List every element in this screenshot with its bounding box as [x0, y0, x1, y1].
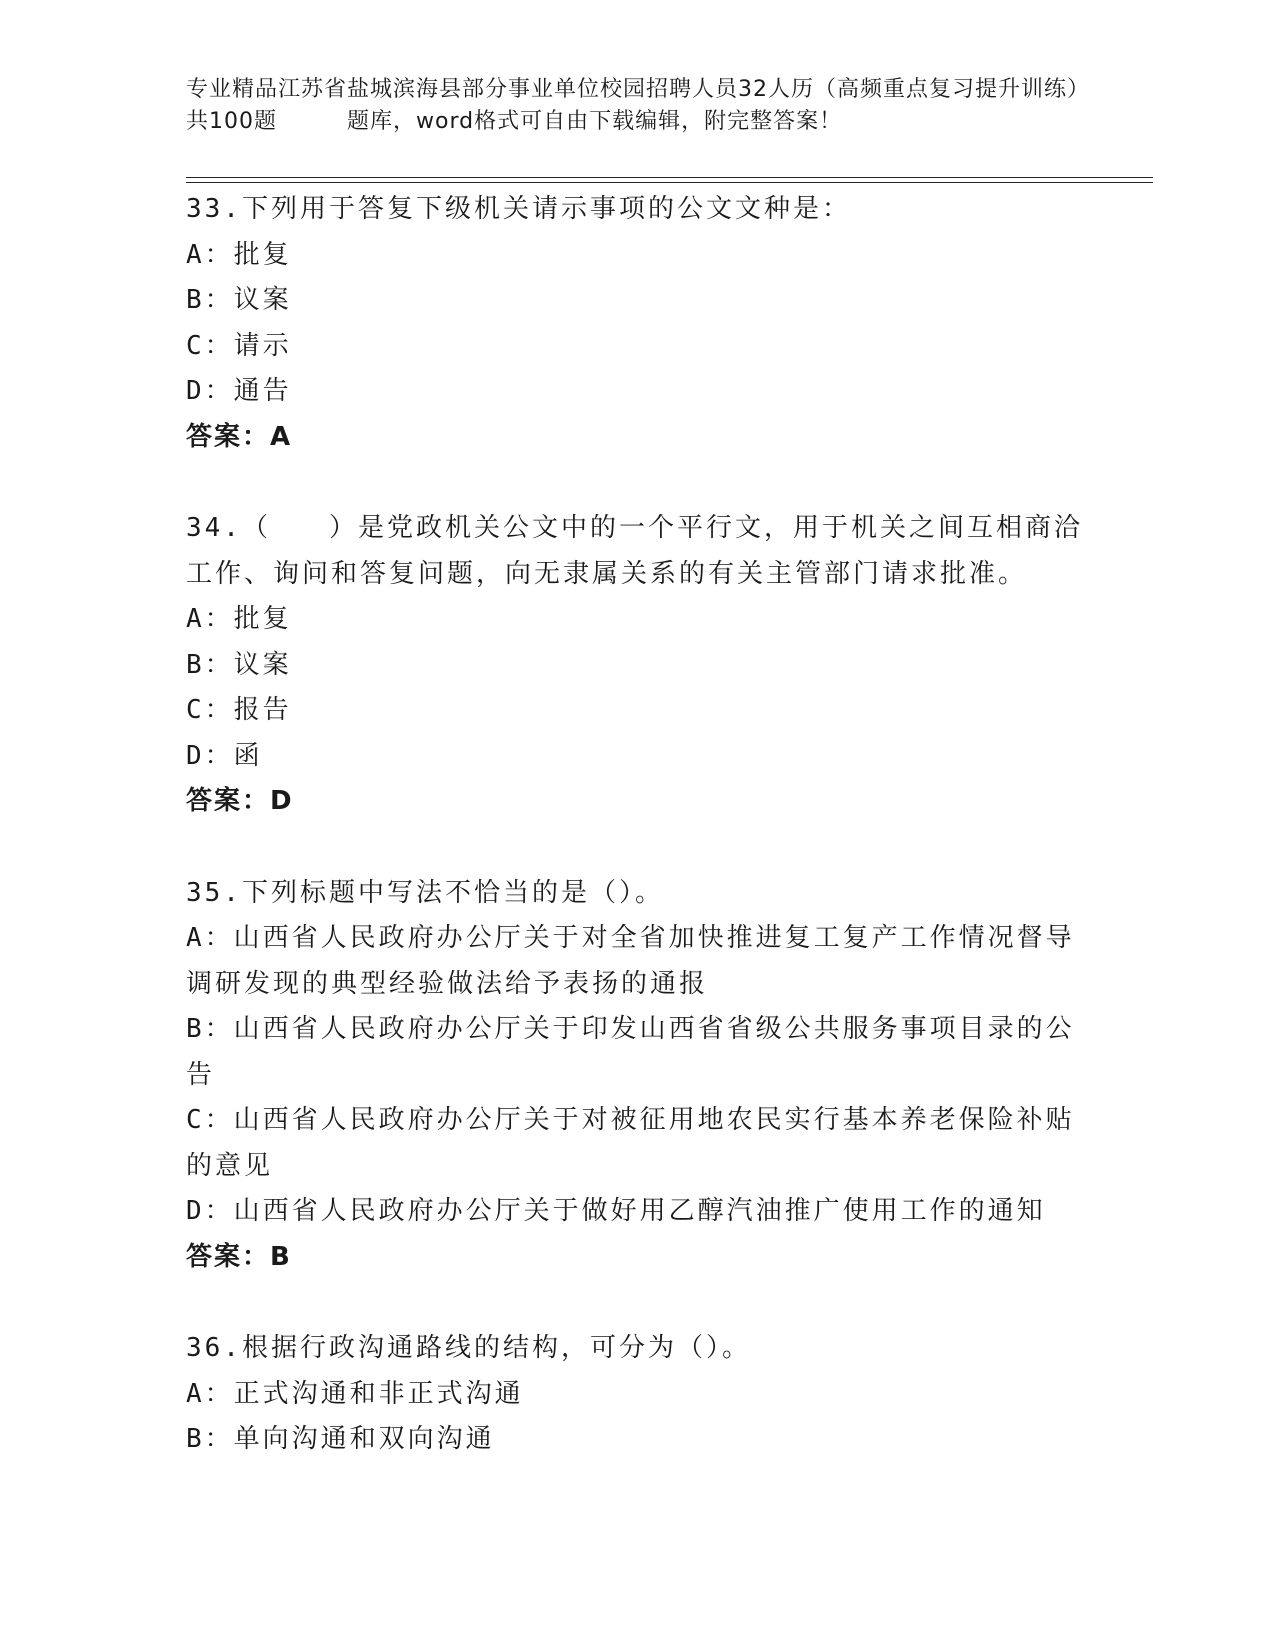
question-stem: 34.（ ）是党政机关公文中的一个平行文，用于机关之间互相商洽工作、询问和答复问题，向无隶属关系的有关主管部门请求批准。 — [186, 513, 1083, 589]
answer-value: A — [270, 421, 293, 452]
header-subtitle: 题库，word格式可自由下载编辑，附完整答案！ — [347, 109, 843, 134]
option-a: A：批复 — [186, 604, 292, 634]
header-divider-bottom — [186, 182, 1153, 183]
option-d: D：函 — [186, 740, 263, 771]
question-stem: 35.下列标题中写法不恰当的是（）。 — [186, 877, 664, 908]
document-header — [186, 74, 1086, 138]
question-stem: 33.下列用于答复下级机关请示事项的公文文种是： — [186, 194, 851, 224]
option-a: A：批复 — [186, 239, 292, 270]
question-36 — [186, 1326, 1086, 1463]
answer-value: B — [270, 1241, 292, 1272]
option-b: B：单向沟通和双向沟通 — [186, 1424, 495, 1454]
option-c: C：请示 — [186, 330, 292, 361]
answer-label: 答案： — [186, 421, 271, 452]
option-d: D：通告 — [186, 376, 292, 406]
answer-line — [186, 415, 1086, 461]
option-c: C：山西省人民政府办公厅关于对被征用地农民实行基本养老保险补贴的意见 — [186, 1105, 1075, 1181]
option-b: B：山西省人民政府办公厅关于印发山西省省级公共服务事项目录的公告 — [186, 1014, 1075, 1090]
answer-value: D — [270, 786, 294, 816]
option-b: B：议案 — [186, 285, 292, 315]
answer-label: 答案： — [186, 1241, 271, 1272]
option-a: A：正式沟通和非正式沟通 — [186, 1378, 524, 1409]
option-d: D：山西省人民政府办公厅关于做好用乙醇汽油推广使用工作的通知 — [186, 1196, 1046, 1226]
question-list — [186, 187, 1086, 1463]
answer-line — [186, 779, 1086, 825]
option-c: C：报告 — [186, 695, 292, 725]
answer-line — [186, 1235, 1086, 1281]
header-title: 专业精品江苏省盐城滨海县部分事业单位校园招聘人员32人历（高频重点复习提升训练）共100题 — [186, 77, 1079, 134]
question-stem: 36.根据行政沟通路线的结构，可分为（）。 — [186, 1333, 751, 1363]
option-b: B：议案 — [186, 649, 292, 680]
question-33 — [186, 187, 1086, 460]
header-divider-top — [186, 177, 1153, 178]
question-35 — [186, 871, 1086, 1281]
question-34 — [186, 506, 1086, 825]
answer-label: 答案： — [186, 786, 271, 816]
option-a: A：山西省人民政府办公厅关于对全省加快推进复工复产工作情况督导调研发现的典型经验做法给予表扬的通报 — [186, 923, 1075, 999]
